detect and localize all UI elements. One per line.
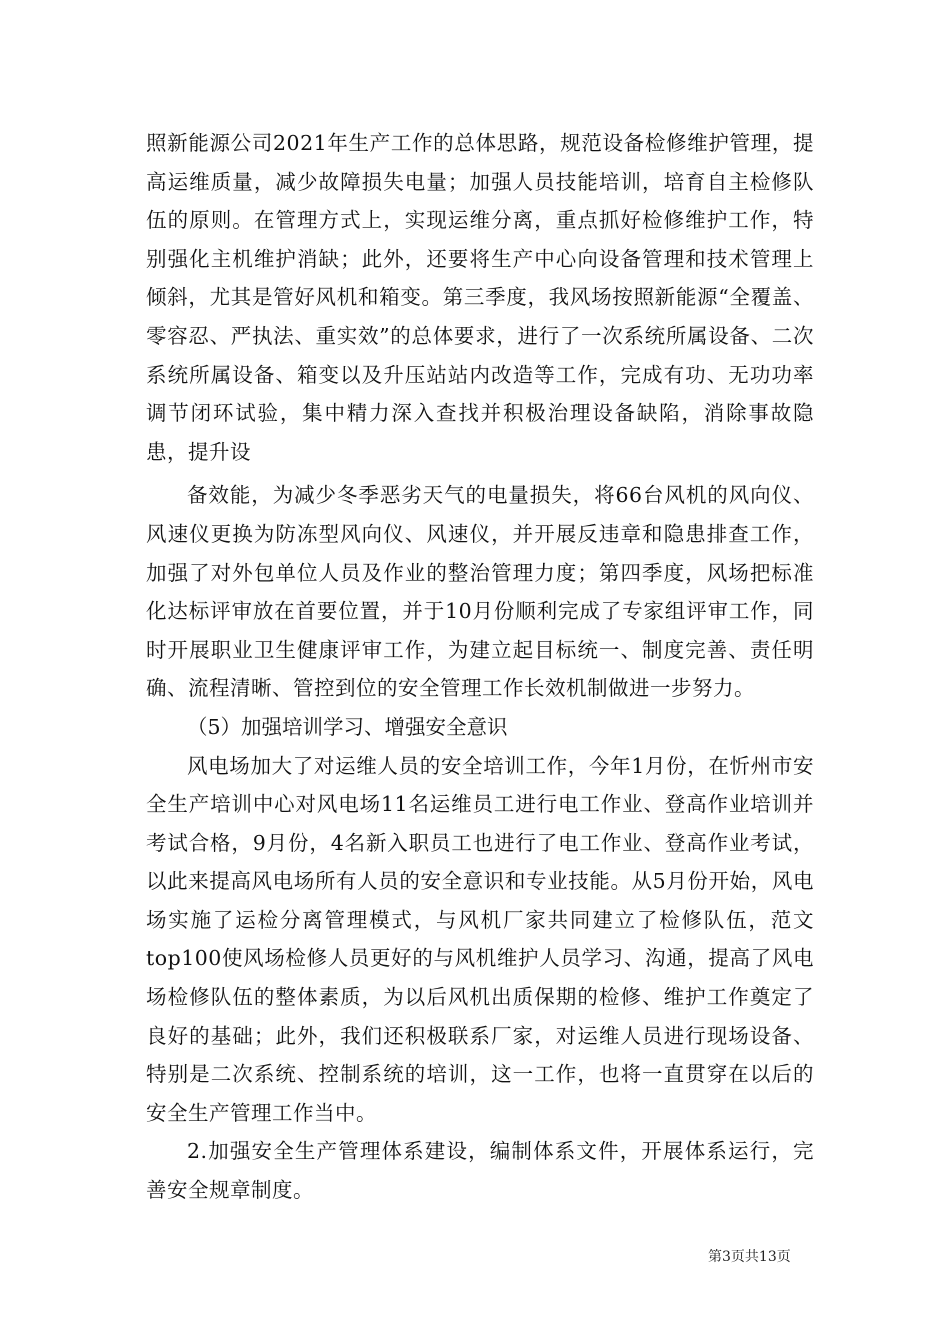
- paragraph-equipment-efficiency: 备效能，为减少冬季恶劣天气的电量损失，将66台风机的风向仪、风速仪更换为防冻型风向仪、风速仪，并开展反违章和隐患排查工作，加强了对外包单位人员及作业的整治管理力度；第四季度，风场把标准化达标评审放在首要位置，并于10月份顺利完成了专家组评审工作，同时开展职业卫生健康评审工作，为建立起目标统一、制度完善、责任明确、流程清晰、管控到位的安全管理工作长效机制做进一步努力。: [146, 483, 814, 701]
- section-heading-training: （5）加强培训学习、增强安全意识: [187, 714, 508, 739]
- paragraph-management-system: 2.加强安全生产管理体系建设，编制体系文件，开展体系运行，完善安全规章制度。: [146, 1139, 814, 1203]
- page-number-footer: 第3页共13页: [708, 1249, 791, 1265]
- paragraph-continued: 照新能源公司2021年生产工作的总体思路，规范设备检修维护管理，提高运维质量，减少故障损失电量；加强人员技能培训，培育自主检修队伍的原则。在管理方式上，实现运维分离，重点抓好检修维护工作，特别强化主机维护消缺；此外，还要将生产中心向设备管理和技术管理上倾斜，尤其是管好风机和箱变。第三季度，我风场按照新能源“全覆盖、零容忍、严执法、重实效”的总体要求，进行了一次系统所属设备、二次系统所属设备、箱变以及升压站站内改造等工作，完成有功、无功功率调节闭环试验，集中精力深入查找并积极治理设备缺陷，消除事故隐患，提升设: [146, 131, 814, 464]
- paragraph-training: 风电场加大了对运维人员的安全培训工作，今年1月份，在忻州市安全生产培训中心对风电场11名运维员工进行电工作业、登高作业培训并考试合格，9月份，4名新入职员工也进行了电工作业、登高作业考试，以此来提高风电场所有人员的安全意识和专业技能。从5月份开始，风电场实施了运检分离管理模式，与风机厂家共同建立了检修队伍，范文top100使风场检修人员更好的与风机维护人员学习、沟通，提高了风电场检修队伍的整体素质，为以后风机出质保期的检修、维护工作奠定了良好的基础；此外，我们还积极联系厂家，对运维人员进行现场设备、特别是二次系统、控制系统的培训，这一工作，也将一直贯穿在以后的安全生产管理工作当中。: [146, 753, 814, 1125]
- document-body: [146, 124, 814, 1210]
